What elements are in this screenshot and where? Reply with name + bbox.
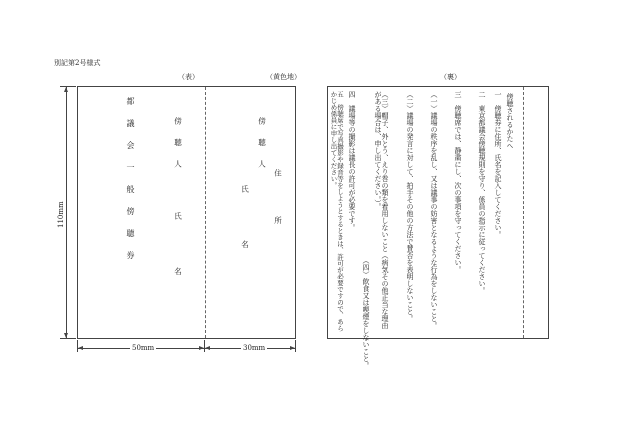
back-label: （裏）	[440, 73, 461, 81]
rule-item: （三）帽子、外とう、えり巻の類を着用しないこと（病気その他正当な理由がある場合は、申し出てください。）。	[374, 91, 389, 329]
rule-item: 三 傍聴席では、静粛にし、次の事項を守ってください。	[454, 91, 462, 273]
rules-text	[328, 87, 520, 369]
ticket-front	[77, 86, 296, 339]
stub2-address-label: 住所	[273, 169, 283, 264]
rules-heading: 傍聴されるかたへ	[506, 93, 514, 149]
form-label: 別記第2号様式	[54, 59, 101, 67]
height-dimension-label: 110mm	[57, 201, 65, 228]
back-perforation-line	[523, 87, 524, 338]
stub2-name-label: 氏名	[240, 185, 250, 296]
rule-item: 二 東京都議会傍聴規則を守り、係員の指示に従ってください。	[478, 91, 486, 294]
stub1-name-label: 氏名	[173, 212, 183, 323]
rule-item: （二）議場の発言に対して、拍手その他の方法で賛否を表明しないこと。	[406, 91, 414, 322]
rule-item: 四 議場等の撮影は議長の許可が必要です。	[348, 91, 356, 231]
width-dimension-label-right: 30mm	[243, 344, 266, 352]
stub1-heading: 傍聴人	[173, 117, 183, 182]
rule-item: （一）議場の秩序を乱し、又は議事の妨害となるような行為をしないこと。	[430, 91, 438, 329]
width-dimension-label-left: 50mm	[132, 344, 155, 352]
rule-item: （四）飲食又は喫煙をしないこと。	[362, 257, 370, 369]
ticket-back	[327, 86, 549, 369]
ticket-title: 都議会一般傍聴券	[126, 97, 135, 273]
stub2-heading: 傍聴人	[257, 117, 267, 182]
perforation-line	[205, 87, 206, 338]
rule-item: 一 傍聴券に住所、氏名を記入してください。	[494, 91, 502, 238]
rule-item: 五 傍聴席で写真撮影や録音等をしようとするときは、許可が必要ですので、あらかじめ係員に申し出てください。	[329, 91, 344, 332]
front-label: （表）	[178, 73, 199, 81]
height-dimension-line	[66, 87, 67, 338]
color-label: （黄色地）	[266, 73, 301, 81]
